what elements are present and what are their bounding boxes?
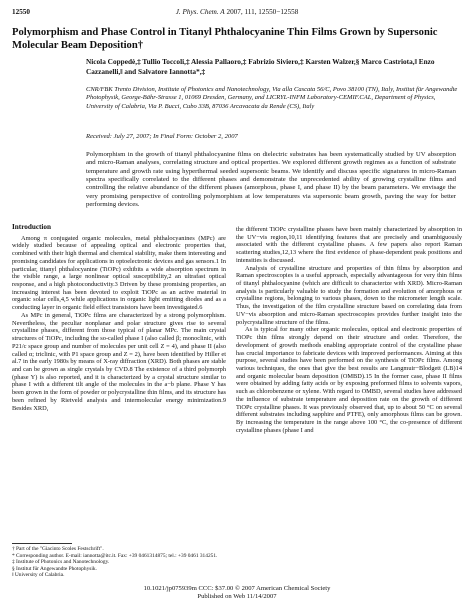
- footnote: ‡ Institute of Photonics and Nanotechnology.: [12, 559, 110, 566]
- introduction-body: [12, 235, 226, 413]
- page-header: [12, 8, 462, 20]
- paragraph: Analysis of crystalline structure and properties of thin films by absorption and Raman spectroscopies is a useful approach, especially advantageous for very thin films of titanyl phthalocyanine (which are difficult to characterize with XRD). Micro-Raman analysis is particularly valuable to study the formation and evolution of amorphous or crystalline regions, belonging to various phases, down to the micrometer length scale. Thus, the investigation of the film crystalline structure based on correlating data from UV−vis absorption and micro-Raman spectroscopies provides further insight into the polycrystalline structure of the films.: [236, 264, 462, 326]
- paragraph: Among π conjugated organic molecules, metal phthalocyanines (MPc) are widely studied because of appealing optical and electronic properties that, combined with their high thermal and chemical stability, make them interesting and promising candidates for applications in optoelectronic devices and gas sensors.1 In particular, titanyl phthalocyanine (TiOPc) exhibits a wide absorption spectrum in the visible range, a large nonlinear optical susceptibility,2 an ultrafast optical response, and a high photoconductivity.3 Driven by these promising properties, an increasing interest has been devoted to exploit TiOPc as an active material in organic solar cells,4,5 while applications in organic light emitting diodes and as a conducting layer in organic field effect transistors have been investigated.6: [12, 234, 226, 312]
- footnote: * Corresponding author. E-mail: iannotta@itc.it. Fax: +39 0461314875; tel.: +39 0461 314251.: [12, 552, 218, 559]
- paragraph: As MPc in general, TiOPc films are characterized by a strong polymorphism. Nevertheless, the peculiar nonplanar and polar structure gives rise to several crystalline phases, different from those typical of planar MPc. The main crystal structures of TiOPc, including the so-called phase I (also called β; monoclinic, with P21/c space group and number of molecules per unit cell Z = 4), and phase II (also called α; triclinic, with P1 space group and Z = 2), have been identified by Hiller et al.7 in the early 1980s by means of X-ray diffraction (XRD). Both phases are stable and can be grown as single crystals by CVD.8 The existence of a third polymorph (phase Y) is also reported, and it is characterized by a crystal structure similar to phase I with a different tilt angle of the molecules in the a−b plane. Phase Y has been grown in the form of powder or polycrystalline thin films, and its structure has been refined by Rietveld analysis and intermolecular energy minimization.9 Besides XRD,: [12, 311, 226, 412]
- left-column: [12, 224, 226, 412]
- right-column: [236, 226, 462, 434]
- journal-name: J. Phys. Chem. A: [175, 8, 225, 16]
- journal-citation: [12, 8, 462, 16]
- footnote: ‖ University of Calabria.: [12, 572, 65, 579]
- section-heading-introduction: Introduction: [12, 223, 52, 231]
- footnote-divider: [12, 543, 72, 544]
- received-dates: Received: July 27, 2007; In Final Form: October 2, 2007: [86, 133, 238, 140]
- citation-details: 2007, 111, 12550−12558: [226, 8, 299, 16]
- affiliations: CNR/FBK Trento Division, Institute of Photonics and Nanotechnology, Via alla Cascata 56/C, Povo 38100 (TN), Italy, Institut für Angewandte Photophysik, George-Bähr-Strasse 1, 01069 Dresden, Germany, and LICRYL-INFM Laboratory-CEMIF.CAL, Department of Physics, University of Calabria, Via P. Bucci, Cubo 33B, 87036 Arcavacata da Rende (CS), Italy: [86, 86, 458, 110]
- footnotes: [12, 546, 226, 579]
- footnote: † Part of the "Giacinto Scoles Festschrift".: [12, 546, 104, 552]
- paragraph: the different TiOPc crystalline phases have been mainly characterized by absorption in the UV−vis region,10,11 identifying features that are precisely and unambiguously associated with the different crystalline phases. A few papers also report Raman scattering studies,12,13 where the first evidence of phase-dependent peak positions and intensities is discussed.: [236, 226, 462, 264]
- footnote: § Institut für Angewandte Photophysik.: [12, 565, 97, 572]
- abstract: Polymorphism in the growth of titanyl phthalocyanine films on dielectric substrates has been systematically studied by UV absorption and micro-Raman analyses, correlating structure and optical properties. We explored different growth regimes as a function of substrate temperature and growth rate using hyperthermal seeded supersonic beams. We identify and discuss specific signatures in micro-Raman spectra specifically correlated to the different phases and demonstrate the unprecedented ability of growing crystalline films and controlling the relative abundance of the different phases (amorphous, phase I, and phase II) by the beam parameters. We envisage the very promising perspective of controlling polymorphism at low temperatures via supersonic beam growth, paving the way for better performing devices.: [86, 151, 456, 209]
- article-title: Polymorphism and Phase Control in Titanyl Phthalocyanine Thin Films Grown by Supersonic Molecular Beam Deposition†: [12, 27, 438, 51]
- doi-line: 10.1021/jp075939m CCC: $37.00 © 2007 American Chemical Society: [143, 585, 331, 592]
- page-number: 12550: [12, 8, 30, 16]
- published-date: Published on Web 11/14/2007: [197, 593, 277, 601]
- author-list: Nicola Coppedè,‡ Tullio Toccoli,‡ Alessia Pallaoro,‡ Fabrizio Siviero,‡ Karsten Walzer,§ Marco Castriota,‖ Enzo Cazzanelli,‖ and Salvatore Iannotta*,‡: [86, 57, 435, 76]
- paragraph: As is typical for many other organic molecules, optical and electronic properties of TiOPc thin films strongly depend on their structure and order. Therefore, the development of growth methods enabling appropriate control of the crystalline phase has crucial importance to fabricate devices with improved performances. Aiming at this purpose, several studies have been performed on the synthesis of TiOPc films. Among various techniques, the ones that give the best results are Langmuir−Blodgett (LB)14 and organic molecular beam deposition (OMBD).15 In the former case, phase II films were obtained by adding fatty acids or by exposing preformed films to solvents vapors, such as chlorobenzene or xylene. With regard to OMBD, several studies have addressed the influence of substrate temperature and deposition rate on the growth of different TiOPc crystalline phases. It was previously observed that, up to about 50 °C on several different substrates including sapphire and PTFE), only amorphous films can be grown. By increasing the temperature in the range above 100 °C, the co-presence of different crystalline phases (phase I and: [236, 326, 462, 434]
- page-footer: [12, 585, 462, 601]
